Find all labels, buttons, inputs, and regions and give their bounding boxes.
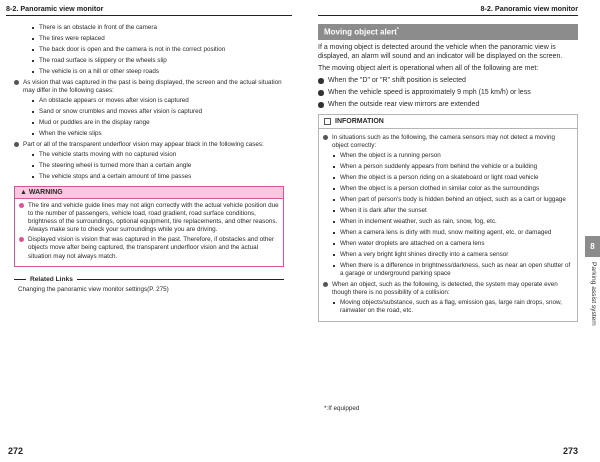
list-item: The vehicle starts moving with no captured vision [22, 151, 284, 159]
right-header-rule [318, 15, 578, 16]
list-item: When the object is a running person [323, 152, 573, 160]
information-box [318, 114, 578, 322]
left-page-number: 272 [8, 446, 24, 456]
right-page-header: 8-2. Panoramic view monitor [480, 4, 578, 13]
bullet-dot-icon [14, 142, 19, 147]
list-item: When a very bright light shines directly into a camera sensor [323, 251, 573, 259]
left-content [18, 24, 284, 293]
list-item: There is an obstacle in front of the camera [22, 24, 284, 32]
list-item: When the vehicle slips [22, 130, 284, 138]
condition-item: When the vehicle speed is approximately 9 mph (15 km/h) or less [318, 88, 578, 97]
list-item: The road surface is slippery or the wheels slip [22, 57, 284, 65]
chapter-tab[interactable]: 8 [585, 236, 600, 257]
warning-item: The tire and vehicle guide lines may not align correctly with the actual vehicle position due to the number of passengers, vehicle load, road gradient, road surface conditions, brightness of the surroundings, optional equipment, tire replacements, and other reasons. Always make sure to check your surroundings while you are driving. [19, 202, 279, 234]
conditions-paragraph: The moving object alert is operational when all of the following are met: [318, 65, 539, 72]
related-links-heading: Related Links [14, 276, 284, 283]
list-item: The vehicle is on a hill or other steep roads [22, 68, 284, 76]
left-header-rule [6, 15, 292, 16]
warning-header [15, 187, 283, 199]
list-item: When a camera lens is dirty with mud, snow melting agent, etc. or damaged [323, 229, 573, 237]
info-bullet: In situations such as the following, the camera sensors may not detect a moving object correctly: [323, 134, 573, 150]
information-header: INFORMATION [319, 115, 577, 129]
list-item: Sand or snow crumbles and moves after vision is captured [22, 108, 284, 116]
bullet-dot-icon [14, 80, 19, 85]
list-item: When it is dark after the sunset [323, 207, 573, 215]
list-item: When the object is a person riding on a skateboard or light road vehicle [323, 174, 573, 182]
bullet-past-vision: As vision that was captured in the past is being displayed, the screen and the actual situation may differ in the following cases: [14, 79, 284, 95]
warning-triangle-icon: ▲ [20, 189, 27, 196]
list-item: The vehicle stops and a certain amount of time passes [22, 173, 284, 181]
list-item: When in inclement weather, such as rain, snow, fog, etc. [323, 218, 573, 226]
warning-body [15, 199, 283, 266]
chapter-tab-label: Parking assist system [590, 262, 597, 326]
list-item: The back door is open and the camera is not in the correct position [22, 46, 284, 54]
list-item: When water droplets are attached on a camera lens [323, 240, 573, 248]
condition-item: When the outside rear view mirrors are extended [318, 100, 578, 109]
warning-box [14, 186, 284, 267]
footnote: *:If equipped [324, 405, 360, 412]
warning-title: WARNING [28, 189, 63, 196]
list-item: Mud or puddles are in the display range [22, 119, 284, 127]
list-item: Moving objects/substance, such as a flag, emission gas, large rain drops, snow, rainwater on the road, etc. [323, 299, 573, 315]
intro-paragraph: If a moving object is detected around the vehicle when the panoramic view is displayed, an alarm will sound and an indicator will be displayed on the screen. [318, 44, 563, 60]
list-item: When part of person's body is hidden behind an object, such as a cart or luggage [323, 196, 573, 204]
list-item: When the object is a person clothed in similar color as the surroundings [323, 185, 573, 193]
left-page-header: 8-2. Panoramic view monitor [6, 4, 104, 13]
list-item: An obstacle appears or moves after vision is captured [22, 97, 284, 105]
condition-item: When the "D" or "R" shift position is selected [318, 76, 578, 85]
list-item: When a person suddenly appears from behind the vehicle or a building [323, 163, 573, 171]
bullet-underfloor: Part or all of the transparent underfloor vision may appear black in the following cases: [14, 141, 284, 149]
information-body [319, 129, 577, 321]
right-page-number: 273 [562, 446, 578, 456]
top-subitem-list [22, 24, 284, 76]
list-item: The tires were replaced [22, 35, 284, 43]
related-link[interactable]: Changing the panoramic view monitor settings(P. 275) [18, 285, 169, 293]
right-content [318, 24, 578, 322]
info-checkbox-icon [324, 118, 331, 125]
list-item: The steering wheel is turned more than a certain angle [22, 162, 284, 170]
info-bullet: When an object, such as the following, is detected, the system may operate even though there is no possibility of a collision: [323, 281, 573, 297]
section-title-bar: Moving object alert* [318, 24, 578, 40]
warning-item: Displayed vision is vision that was captured in the past. Therefore, if obstacles and other objects move after being captured, the transparent underfloor vision and the actual situation may not always match. [19, 236, 279, 260]
list-item: When there is a difference in brightness/darkness, such as near an open shutter of a garage or underground parking space [323, 262, 573, 278]
